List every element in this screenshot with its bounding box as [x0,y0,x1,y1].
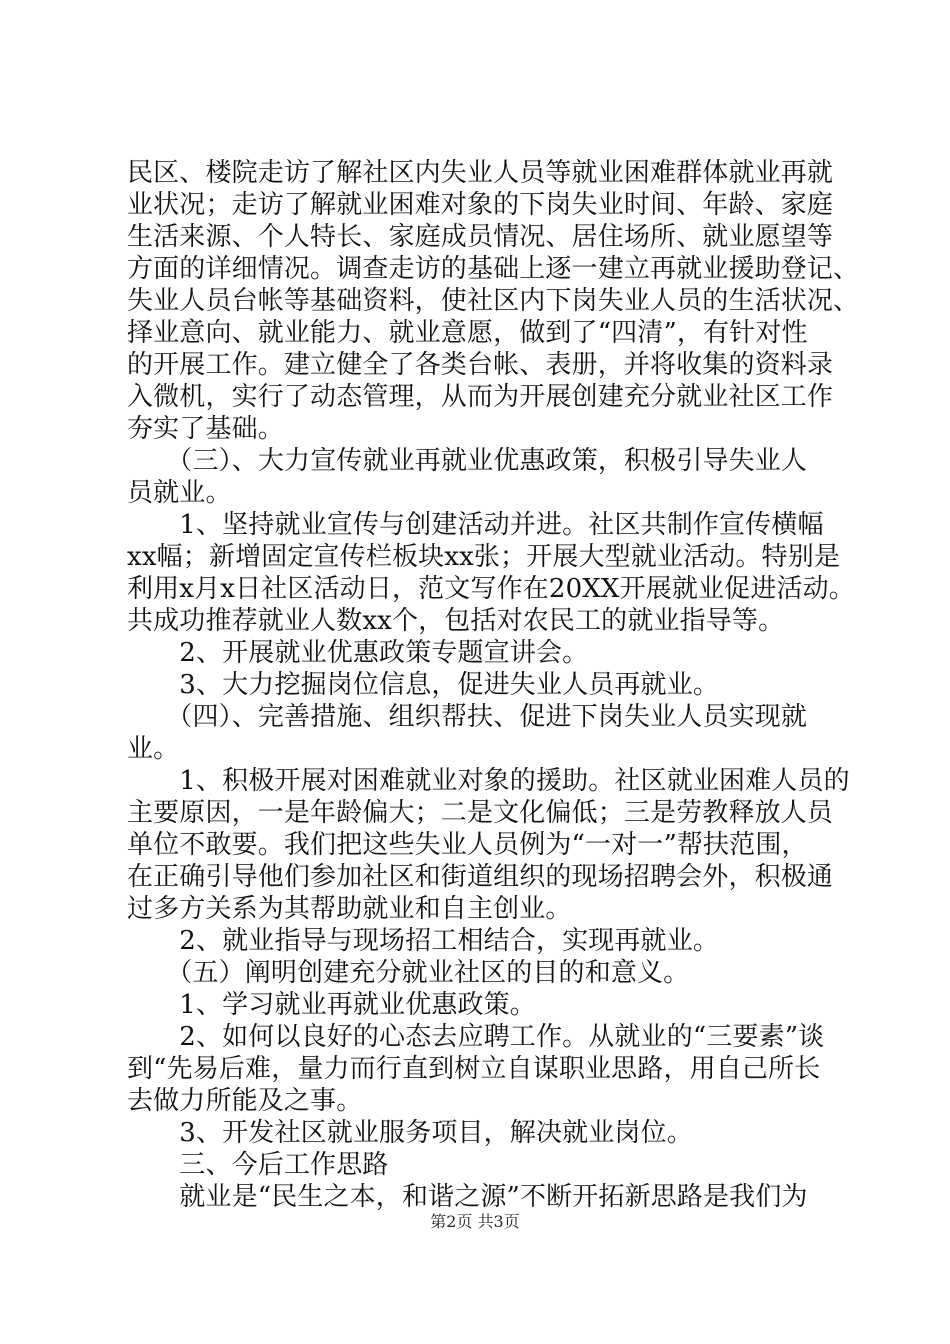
body-line: 业状况；走访了解就业困难对象的下岗失业时间、年龄、家庭 [127,190,834,220]
section-heading-line: 三、今后工作思路 [127,1150,389,1180]
body-line: 3、开发社区就业服务项目，解决就业岗位。 [127,1118,693,1148]
body-line: 3、大力挖掘岗位信息，促进失业人员再就业。 [127,670,719,700]
body-line: 利用x月x日社区活动日，范文写作在20XX开展就业促进活动。 [127,574,855,604]
body-line: 主要原因，一是年龄偏大；二是文化偏低；三是劳教释放人员 [127,798,834,828]
body-line: 2、如何以良好的心态去应聘工作。从就业的“三要素”谈 [127,1022,825,1052]
body-line: 生活来源、个人特长、家庭成员情况、居住场所、就业愿望等 [127,222,834,252]
body-line: 单位不敢要。我们把这些失业人员例为“一对一”帮扶范围， [127,830,808,860]
document-body [127,157,860,1213]
body-line: 入微机，实行了动态管理，从而为开展创建充分就业社区工作 [127,382,834,412]
body-line: 1、坚持就业宣传与创建活动并进。社区共制作宣传横幅 [127,510,824,540]
body-line: 失业人员台帐等基础资料，使社区内下岗失业人员的生活状况、 [127,286,860,316]
body-line: 择业意向、就业能力、就业意愿，做到了“四清”，有针对性 [127,318,808,348]
body-line: 过多方关系为其帮助就业和自主创业。 [127,894,572,924]
body-line: 在正确引导他们参加社区和街道组织的现场招聘会外，积极通 [127,862,834,892]
body-line: 1、学习就业再就业优惠政策。 [127,990,536,1020]
body-line: 2、开展就业优惠政策专题宣讲会。 [127,638,589,668]
section-heading-line: 业。 [127,734,180,764]
section-heading-line: 员就业。 [127,478,232,508]
body-line: 共成功推荐就业人数xx个，包括对农民工的就业指导等。 [127,606,785,636]
section-heading-line: （三）、大力宣传就业再就业优惠政策，积极引导失业人 [127,446,808,476]
body-line: 方面的详细情况。调查走访的基础上逐一建立再就业援助登记、 [127,254,860,284]
body-line: 到“先易后难，量力而行直到树立自谋职业思路，用自己所长 [127,1054,821,1084]
body-line: 夯实了基础。 [127,414,284,444]
body-line: 民区、楼院走访了解社区内失业人员等就业困难群体就业再就 [127,158,834,188]
body-line: 的开展工作。建立健全了各类台帐、表册，并将收集的资料录 [127,350,834,380]
body-line: xx幅；新增固定宣传栏板块xx张；开展大型就业活动。特别是 [127,542,841,572]
body-line: 1、积极开展对困难就业对象的援助。社区就业困难人员的 [127,766,850,796]
page-number-footer: 第2页 共3页 [430,1212,520,1231]
section-heading-line: （四）、完善措施、组织帮扶、促进下岗失业人员实现就 [127,702,808,732]
body-line: 就业是“民生之本，和谐之源”不断开拓新思路是我们为 [127,1182,808,1212]
body-line: 2、就业指导与现场招工相结合，实现再就业。 [127,926,719,956]
section-heading-line: （五）阐明创建充分就业社区的目的和意义。 [127,958,690,988]
body-line: 去做力所能及之事。 [127,1086,363,1116]
